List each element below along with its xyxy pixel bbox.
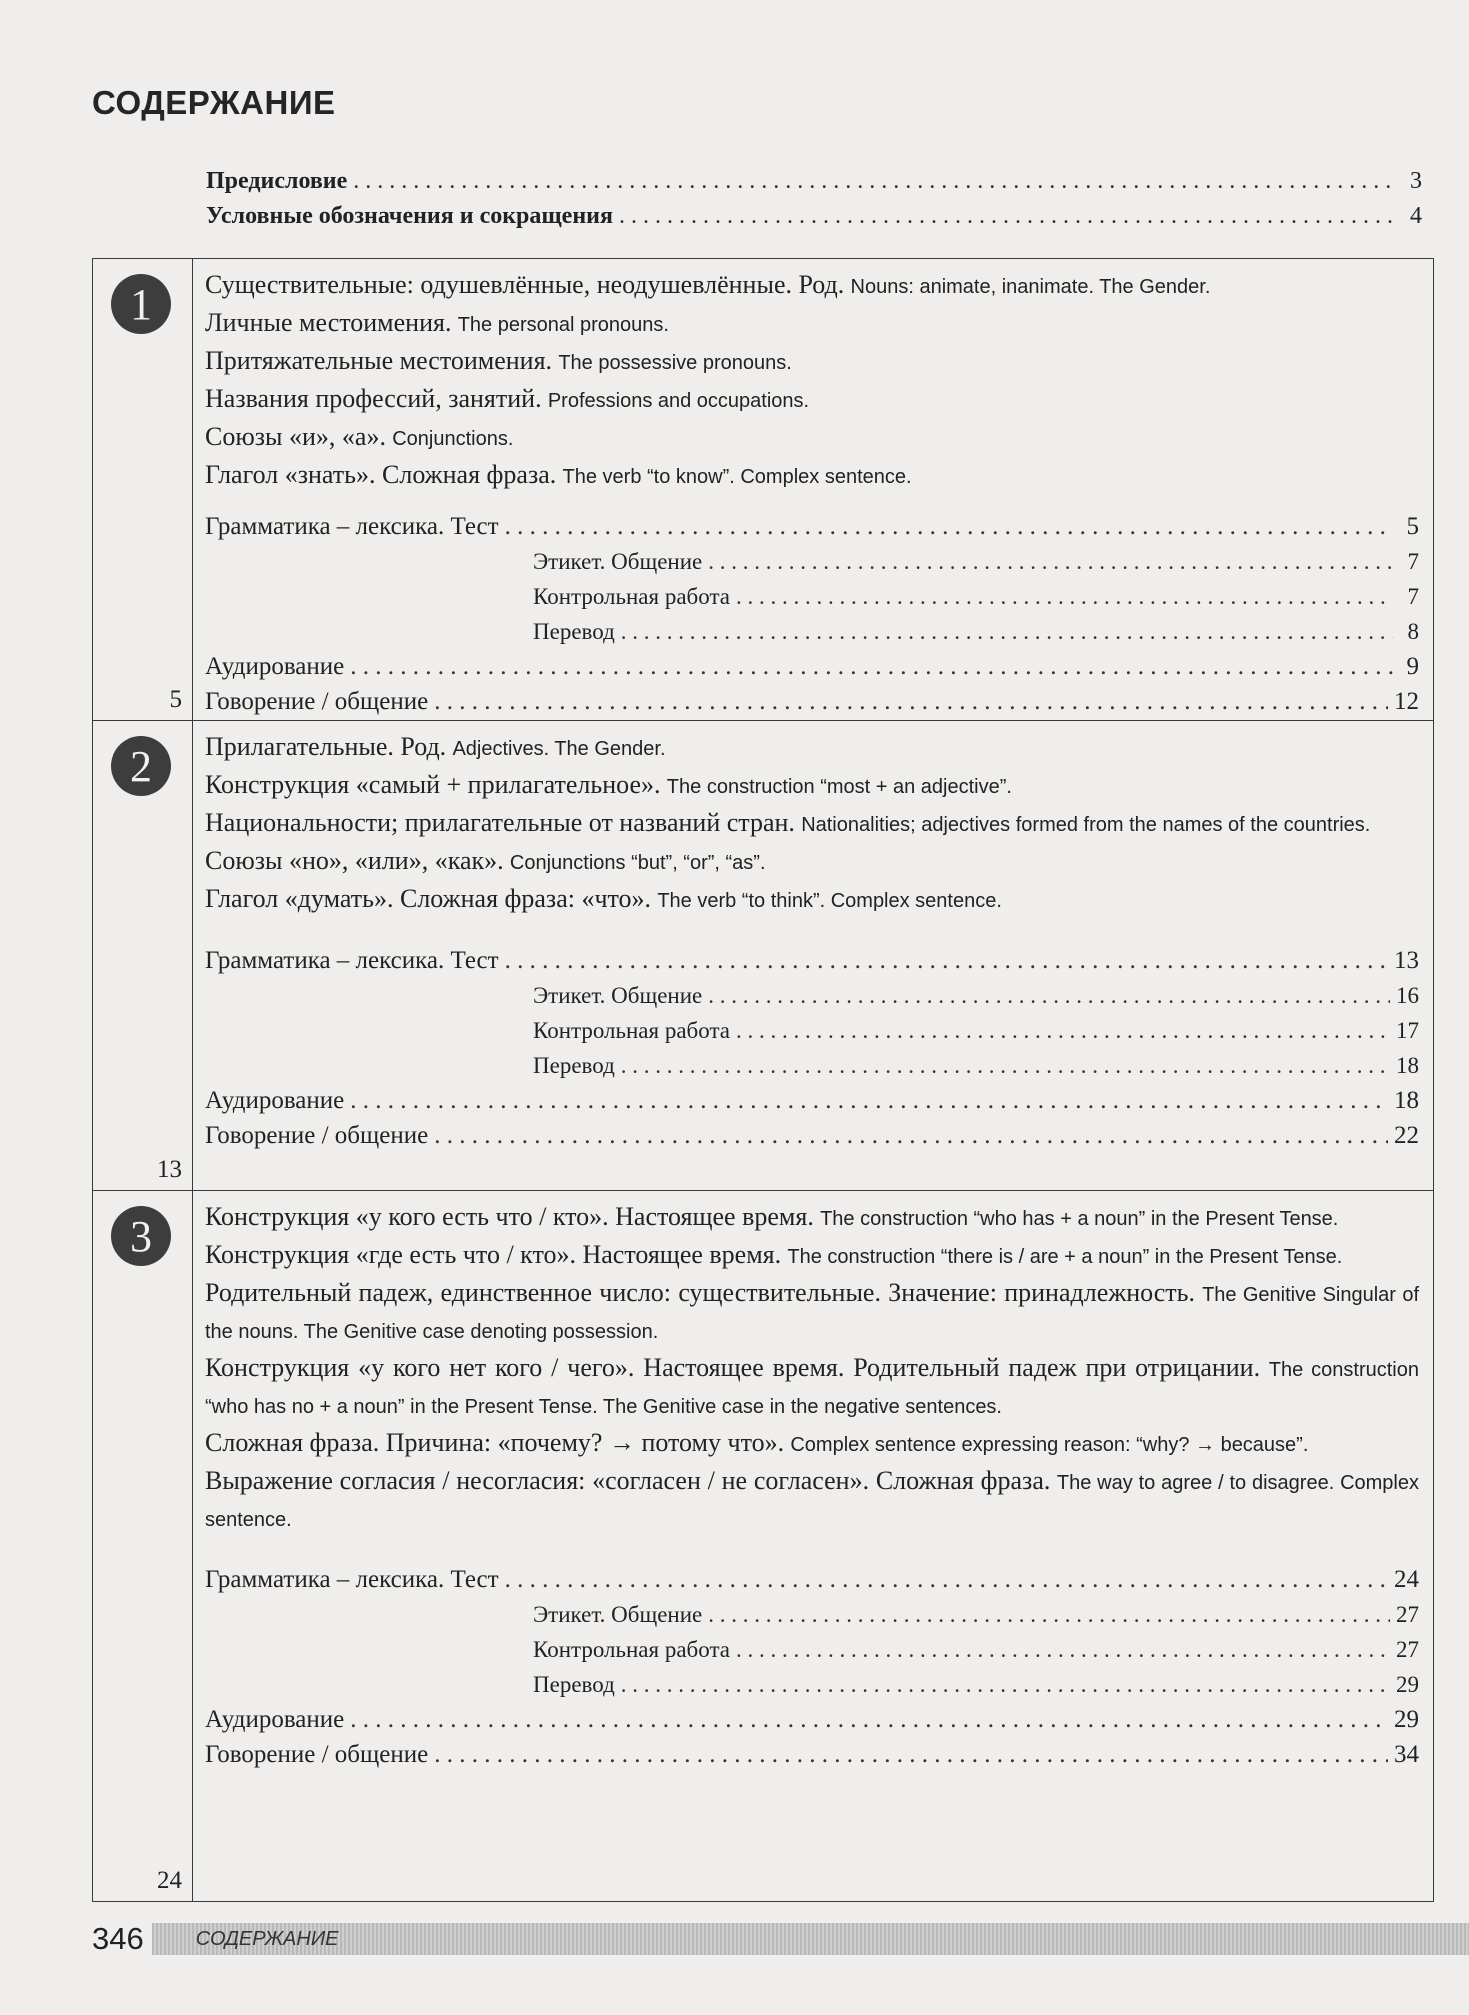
topic-en: The construction “most + an adjective”.	[666, 776, 1012, 798]
unit-start-page: 24	[157, 1867, 182, 1894]
unit-number-column	[93, 259, 193, 720]
topic-en: The construction “who has + a noun” in the Present Tense.	[820, 1208, 1339, 1230]
page-number: 346	[92, 1921, 144, 1956]
dot-leader	[708, 544, 1393, 579]
dot-leader	[621, 1048, 1390, 1083]
unit-topic	[205, 457, 1419, 495]
unit-topic	[205, 305, 1419, 343]
toc-entry-label: Говорение / общение	[205, 1741, 429, 1768]
toc-entry-label: Этикет. Общение	[533, 983, 703, 1008]
toc-entry[interactable]	[205, 649, 1419, 684]
topic-ru: Родительный падеж, единственное число: существительные. Значение: принадлежность.	[205, 1278, 1196, 1307]
topic-ru: Прилагательные. Род.	[205, 732, 447, 761]
topic-ru: Сложная фраза. Причина: «почему? → потому что».	[205, 1428, 785, 1457]
topic-en: The construction “who has no + a noun” in the Present Tense. The Genitive case in the negative sentences.	[205, 1359, 1419, 1418]
unit-topic	[205, 805, 1419, 843]
unit-topic	[205, 1350, 1419, 1425]
toc-entry-page: 7	[1407, 549, 1419, 574]
unit-topic	[205, 881, 1419, 919]
toc-entry-page: 8	[1407, 619, 1419, 644]
toc-entry-label: Аудирование	[205, 1706, 345, 1733]
toc-entry[interactable]	[205, 1597, 1419, 1632]
topic-en: Conjunctions “but”, “or”, “as”.	[509, 852, 766, 874]
topic-en: Nouns: animate, inanimate. The Gender.	[850, 276, 1211, 298]
toc-entry[interactable]	[205, 1048, 1419, 1083]
topic-ru: Конструкция «у кого нет кого / чего». Настоящее время. Родительный падеж при отрицании.	[205, 1353, 1261, 1382]
unit-number-column	[93, 721, 193, 1190]
unit-topic	[205, 1463, 1419, 1538]
toc-entry-page: 17	[1396, 1018, 1419, 1043]
dot-leader	[621, 1667, 1390, 1702]
unit-topic	[205, 343, 1419, 381]
unit-number-badge: 1	[111, 274, 171, 334]
topic-en: Nationalities; adjectives formed from the names of the countries.	[801, 814, 1371, 836]
unit-topic	[205, 1237, 1419, 1275]
toc-entry-page: 18	[1396, 1053, 1419, 1078]
unit-2-section	[93, 721, 1433, 1191]
toc-entry-label: Аудирование	[205, 653, 345, 680]
toc-entry[interactable]	[205, 544, 1419, 579]
dot-leader	[736, 1632, 1390, 1667]
toc-entry-label: Условные обозначения и сокращения	[206, 203, 613, 229]
unit-topic	[205, 419, 1419, 457]
toc-entry-label: Контрольная работа	[533, 1637, 730, 1662]
dot-leader	[434, 1737, 1388, 1772]
dot-leader	[708, 978, 1390, 1013]
dot-leader	[434, 684, 1388, 719]
toc-entry-label: Говорение / общение	[205, 688, 429, 715]
unit-topic	[205, 1275, 1419, 1350]
dot-leader	[505, 509, 1393, 544]
unit-topic	[205, 267, 1419, 305]
dot-leader	[350, 1083, 1388, 1118]
unit-3-section	[93, 1191, 1433, 1901]
toc-entry-page: 22	[1394, 1122, 1419, 1149]
unit-start-page: 5	[169, 686, 182, 713]
toc-entry[interactable]	[205, 943, 1419, 978]
toc-entry-page: 9	[1406, 653, 1419, 680]
toc-entry-page: 34	[1394, 1741, 1419, 1768]
toc-entry-page: 4	[1410, 203, 1422, 229]
toc-entry-page: 27	[1396, 1637, 1419, 1662]
toc-entry-label: Перевод	[533, 619, 615, 644]
topic-en: The construction “there is / are + a noun” in the Present Tense.	[787, 1246, 1343, 1268]
toc-entry-label: Грамматика – лексика. Тест	[205, 513, 499, 540]
toc-entry[interactable]	[205, 1083, 1419, 1118]
topic-ru: Союзы «но», «или», «как».	[205, 846, 504, 875]
dot-leader	[621, 614, 1393, 649]
toc-entry-page: 18	[1394, 1087, 1419, 1114]
topic-en: The way to agree / to disagree. Complex sentence.	[205, 1472, 1419, 1531]
dot-leader	[505, 943, 1388, 978]
toc-entry[interactable]	[205, 684, 1419, 719]
toc-entry-page: 3	[1410, 168, 1422, 194]
toc-entry-page: 13	[1394, 947, 1419, 974]
unit-number-badge: 3	[111, 1206, 171, 1266]
toc-entry-label: Говорение / общение	[205, 1122, 429, 1149]
toc-entry-preface[interactable]	[206, 168, 1422, 195]
toc-entry[interactable]	[205, 614, 1419, 649]
toc-entry-page: 16	[1396, 983, 1419, 1008]
topic-en: Professions and occupations.	[547, 390, 810, 412]
toc-entry[interactable]	[205, 1562, 1419, 1597]
dot-leader	[736, 579, 1393, 614]
toc-entry-label: Перевод	[533, 1672, 615, 1697]
topic-ru: Союзы «и», «а».	[205, 422, 386, 451]
unit-1-section	[93, 259, 1433, 721]
topic-ru: Притяжательные местоимения.	[205, 346, 553, 375]
topic-en: The personal pronouns.	[457, 314, 669, 336]
dot-leader	[708, 1597, 1390, 1632]
unit-start-page: 13	[157, 1156, 182, 1183]
dot-leader	[353, 168, 1396, 195]
toc-entry-label: Контрольная работа	[533, 1018, 730, 1043]
toc-entry[interactable]	[205, 579, 1419, 614]
running-title: СОДЕРЖАНИЕ	[195, 1927, 339, 1950]
topic-ru: Существительные: одушевлённые, неодушевлённые. Род.	[205, 270, 845, 299]
toc-entry[interactable]	[205, 1118, 1419, 1153]
topic-en: The verb “to think”. Complex sentence.	[657, 890, 1002, 912]
topic-ru: Названия профессий, занятий.	[205, 384, 542, 413]
topic-en: The Genitive Singular of the nouns. The Genitive case denoting possession.	[205, 1284, 1419, 1343]
dot-leader	[350, 649, 1393, 684]
toc-entry[interactable]	[205, 978, 1419, 1013]
unit-content	[205, 1199, 1419, 1772]
page-footer	[92, 1921, 1469, 1957]
toc-table	[92, 258, 1434, 1902]
unit-topic	[205, 767, 1419, 805]
toc-entry[interactable]	[205, 1702, 1419, 1737]
topic-en: The possessive pronouns.	[558, 352, 792, 374]
toc-entry-page: 5	[1406, 513, 1419, 540]
topic-en: Adjectives. The Gender.	[452, 738, 666, 760]
toc-entry-page: 12	[1394, 688, 1419, 715]
toc-entry-label: Аудирование	[205, 1087, 345, 1114]
unit-content	[205, 729, 1419, 1153]
topic-ru: Конструкция «у кого есть что / кто». Настоящее время.	[205, 1202, 814, 1231]
running-title-bar	[152, 1923, 1469, 1955]
dot-leader	[619, 203, 1396, 230]
toc-entry[interactable]	[205, 509, 1419, 544]
toc-entry-label: Перевод	[533, 1053, 615, 1078]
unit-topic	[205, 1425, 1419, 1463]
toc-entry[interactable]	[205, 1013, 1419, 1048]
toc-entry-label: Предисловие	[206, 168, 348, 194]
unit-topic	[205, 381, 1419, 419]
topic-en: Conjunctions.	[392, 428, 514, 450]
topic-en: Complex sentence expressing reason: “why? → because”.	[790, 1434, 1309, 1456]
dot-leader	[505, 1562, 1388, 1597]
dot-leader	[434, 1118, 1388, 1153]
toc-entry-label: Этикет. Общение	[533, 549, 703, 574]
unit-number-column	[93, 1191, 193, 1901]
toc-entry-label: Грамматика – лексика. Тест	[205, 1566, 499, 1593]
unit-content	[205, 267, 1419, 719]
toc-entry[interactable]	[205, 1737, 1419, 1772]
topic-en: The verb “to know”. Complex sentence.	[562, 466, 912, 488]
toc-entry[interactable]	[205, 1632, 1419, 1667]
unit-topic	[205, 1199, 1419, 1237]
topic-ru: Конструкция «где есть что / кто». Настоящее время.	[205, 1240, 782, 1269]
toc-entry[interactable]	[205, 1667, 1419, 1702]
toc-entry-abbreviations[interactable]	[206, 203, 1422, 230]
topic-ru: Глагол «думать». Сложная фраза: «что».	[205, 884, 652, 913]
toc-entry-page: 29	[1396, 1672, 1419, 1697]
topic-ru: Глагол «знать». Сложная фраза.	[205, 460, 557, 489]
unit-topic	[205, 729, 1419, 767]
toc-entry-label: Грамматика – лексика. Тест	[205, 947, 499, 974]
toc-entry-page: 7	[1407, 584, 1419, 609]
toc-entry-page: 24	[1394, 1566, 1419, 1593]
unit-topic	[205, 843, 1419, 881]
toc-entry-label: Контрольная работа	[533, 584, 730, 609]
toc-entry-page: 27	[1396, 1602, 1419, 1627]
topic-ru: Личные местоимения.	[205, 308, 452, 337]
toc-entry-page: 29	[1394, 1706, 1419, 1733]
dot-leader	[736, 1013, 1390, 1048]
unit-number-badge: 2	[111, 736, 171, 796]
toc-entry-label: Этикет. Общение	[533, 1602, 703, 1627]
topic-ru: Национальности; прилагательные от названий стран.	[205, 808, 795, 837]
topic-ru: Конструкция «самый + прилагательное».	[205, 770, 661, 799]
page-title: СОДЕРЖАНИЕ	[92, 84, 336, 121]
topic-ru: Выражение согласия / несогласия: «согласен / не согласен». Сложная фраза.	[205, 1466, 1051, 1495]
dot-leader	[350, 1702, 1388, 1737]
